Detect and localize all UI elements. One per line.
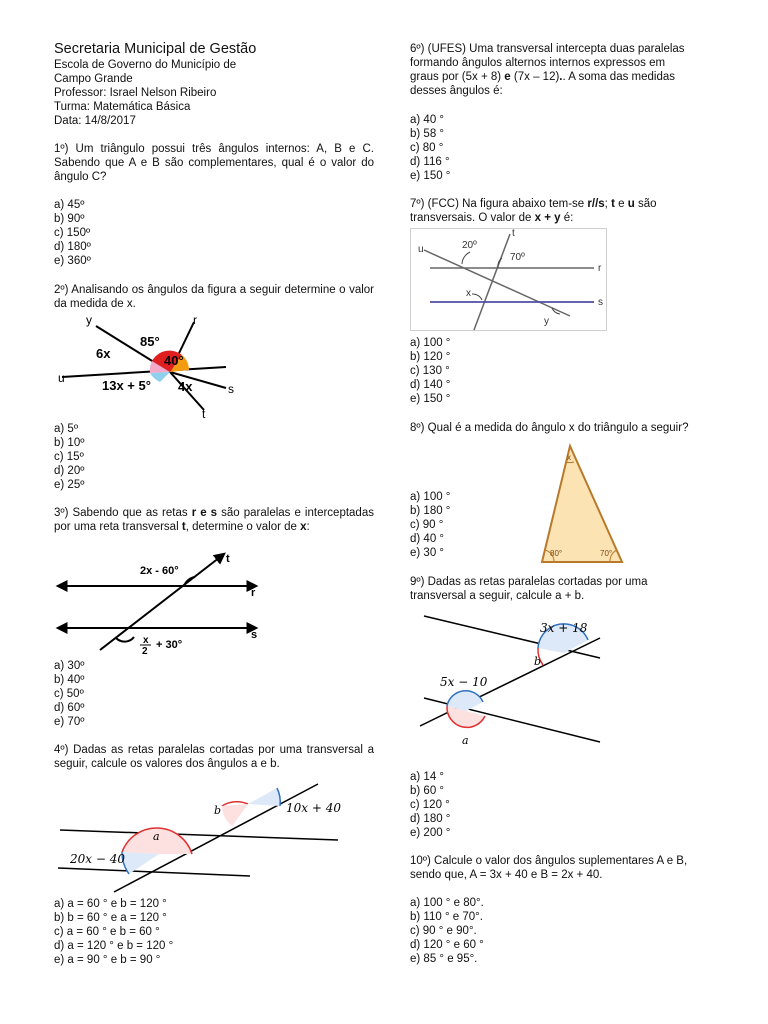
label-top-angle: 2x - 60°: [140, 565, 179, 577]
label-left: 20x − 40: [70, 852, 125, 866]
option: a) 40 °: [410, 114, 445, 126]
header-line: Turma: Matemática Básica: [54, 101, 191, 113]
text-bold: r e s: [191, 507, 218, 519]
label-right: 10x + 40: [286, 801, 341, 815]
question-text: [410, 211, 573, 225]
option: d) a = 120 ° e b = 120 °: [54, 940, 174, 952]
option: c) 130 °: [410, 365, 450, 377]
label-80: 80°: [550, 549, 563, 558]
option: d) 20º: [54, 465, 85, 477]
option: a) 100 °: [410, 337, 451, 349]
text-bold: r//s: [587, 198, 605, 210]
option: d) 40 °: [410, 533, 445, 545]
question-text: 1º) Um triângulo possui três ângulos internos: A, B e C. Sabendo que A e B são complementares, qual é o valor do ângulo C?: [54, 143, 374, 184]
option: b) 110 ° e 70°.: [410, 911, 483, 923]
q2-angles-figure: [54, 310, 254, 422]
label-u: u: [418, 244, 424, 255]
option: e) a = 90 ° e b = 90 °: [54, 954, 161, 966]
option: a) a = 60 ° e b = 120 °: [54, 898, 167, 910]
text-bold: x: [300, 521, 307, 534]
q4-parallel-lines-figure: [54, 784, 354, 894]
option: c) 15º: [54, 451, 84, 463]
question-text: [410, 197, 657, 211]
header-line: Data: 14/8/2017: [54, 115, 136, 127]
text-bold: x + y: [534, 212, 561, 224]
option: a) 100 ° e 80°.: [410, 897, 484, 909]
question-text: [54, 506, 374, 534]
label-x: x: [466, 288, 471, 299]
label-r: r: [193, 313, 197, 327]
right-column: [384, 0, 768, 1024]
text-part: são: [637, 198, 657, 210]
label-b: b: [534, 655, 542, 668]
option: a) 5º: [54, 423, 79, 435]
text-part: (7x – 12): [513, 71, 560, 83]
label-left: 5x − 10: [440, 675, 488, 689]
option: d) 120 ° e 60 °: [410, 939, 484, 951]
option: e) 30 °: [410, 547, 445, 559]
option: b) 40º: [54, 674, 85, 686]
text-part: 3º) Sabendo que as retas: [54, 507, 188, 519]
option: a) 45º: [54, 199, 85, 211]
option: d) 116 °: [410, 156, 450, 168]
q3-parallel-lines-figure: [54, 550, 274, 657]
label-x: x: [143, 635, 149, 646]
option: c) 90 °: [410, 519, 444, 531]
text-part: . A soma das medidas: [562, 71, 676, 83]
page-title: Secretaria Municipal de Gestão: [54, 41, 257, 57]
option: b) 10º: [54, 437, 85, 449]
option: e) 150 °: [410, 393, 451, 405]
label-s: s: [251, 629, 258, 641]
option: c) 80 °: [410, 142, 444, 154]
option: a) 14 °: [410, 771, 445, 783]
label-u: u: [58, 371, 65, 385]
text-bold: .: [559, 71, 563, 83]
label-t: t: [226, 553, 230, 565]
question-text: 4º) Dadas as retas paralelas cortadas por uma transversal a seguir, calcule os valores dos ângulos a e b.: [54, 744, 374, 771]
label-s: s: [228, 382, 234, 396]
label-70: 70º: [510, 252, 525, 263]
label-x: x: [567, 453, 571, 462]
text-bold: e: [504, 71, 511, 83]
question-text: [410, 70, 675, 84]
label-plus30: + 30°: [156, 639, 183, 651]
label-2: 2: [142, 646, 148, 657]
label-t: t: [202, 407, 206, 421]
option: e) 70º: [54, 716, 85, 728]
option: d) 140 °: [410, 379, 451, 391]
option: c) 150º: [54, 227, 91, 239]
option: e) 200 °: [410, 827, 451, 839]
option: c) a = 60 ° e b = 60 °: [54, 926, 160, 938]
question-text: 6º) (UFES) Uma transversal intercepta duas paralelas: [410, 43, 685, 55]
option: e) 85 ° e 95°.: [410, 953, 478, 965]
question-text: 2º) Analisando os ângulos da figura a seguir determine o valor da medida de x.: [54, 284, 374, 311]
text-bold: u: [627, 198, 635, 210]
label-r: r: [598, 263, 602, 274]
label-b: b: [214, 804, 222, 817]
header-line: Professor: Israel Nelson Ribeiro: [54, 87, 217, 99]
label-a: a: [462, 734, 469, 747]
question-text: sendo que, A = 3x + 40 e B = 2x + 40.: [410, 869, 603, 881]
option: e) 25º: [54, 479, 85, 491]
option: b) 90º: [54, 213, 85, 225]
label-top: 3x + 18: [540, 621, 588, 635]
text-part: 7º) (FCC) Na figura abaixo tem-se: [410, 198, 585, 210]
question-text: formando ângulos alternos internos expressos em: [410, 57, 666, 69]
question-text: desses ângulos é:: [410, 85, 503, 97]
question-text: transversal a seguir, calcule a + b.: [410, 590, 585, 602]
label-4x: 4x: [178, 379, 193, 394]
text-part: :: [306, 521, 310, 534]
q8-triangle-figure: [538, 442, 628, 566]
text-part: é:: [563, 212, 574, 224]
option: b) 58 °: [410, 128, 445, 140]
option: e) 150 °: [410, 170, 451, 182]
text-part: , determine o valor de: [185, 521, 297, 534]
text-part: e: [618, 198, 625, 210]
label-6x: 6x: [96, 346, 111, 361]
text-bold: t: [181, 521, 186, 534]
question-text: 9º) Dadas as retas paralelas cortadas por uma: [410, 576, 648, 588]
header-line: Campo Grande: [54, 73, 133, 85]
label-70: 70°: [600, 549, 613, 558]
header-line: Escola de Governo do Município de: [54, 59, 237, 71]
text-part: transversais. O valor de: [410, 212, 532, 224]
q9-parallel-lines-figure: [410, 610, 610, 750]
question-text: 8º) Qual é a medida do ângulo x do triângulo a seguir?: [410, 422, 689, 434]
label-20: 20º: [462, 240, 477, 251]
text-part: são paralelas e interceptadas por uma reta transversal: [54, 507, 374, 534]
text-bold: t: [611, 198, 615, 210]
option: c) 90 ° e 90°.: [410, 925, 477, 937]
label-y: y: [86, 313, 92, 327]
label-a: a: [153, 830, 160, 843]
option: b) 120 °: [410, 351, 451, 363]
option: b) 180 °: [410, 505, 451, 517]
option: b) 60 °: [410, 785, 445, 797]
option: d) 180 °: [410, 813, 451, 825]
text-part: ;: [604, 198, 608, 210]
option: a) 30º: [54, 660, 85, 672]
option: c) 120 °: [410, 799, 450, 811]
q7-transversals-figure: [410, 228, 610, 332]
label-13x: 13x + 5°: [102, 378, 151, 393]
label-t: t: [512, 228, 515, 239]
label-s: s: [598, 297, 603, 308]
label-y: y: [544, 316, 549, 327]
label-85: 85°: [140, 334, 160, 349]
option: a) 100 °: [410, 491, 451, 503]
option: e) 360º: [54, 255, 91, 267]
option: b) b = 60 ° e a = 120 °: [54, 912, 167, 924]
option: d) 60º: [54, 702, 85, 714]
text-part: graus por (5x + 8): [410, 71, 502, 83]
option: c) 50º: [54, 688, 84, 700]
option: d) 180º: [54, 241, 91, 253]
label-40: 40°: [164, 353, 184, 368]
label-r: r: [251, 587, 256, 599]
question-text: 10º) Calcule o valor dos ângulos suplementares A e B,: [410, 855, 688, 867]
